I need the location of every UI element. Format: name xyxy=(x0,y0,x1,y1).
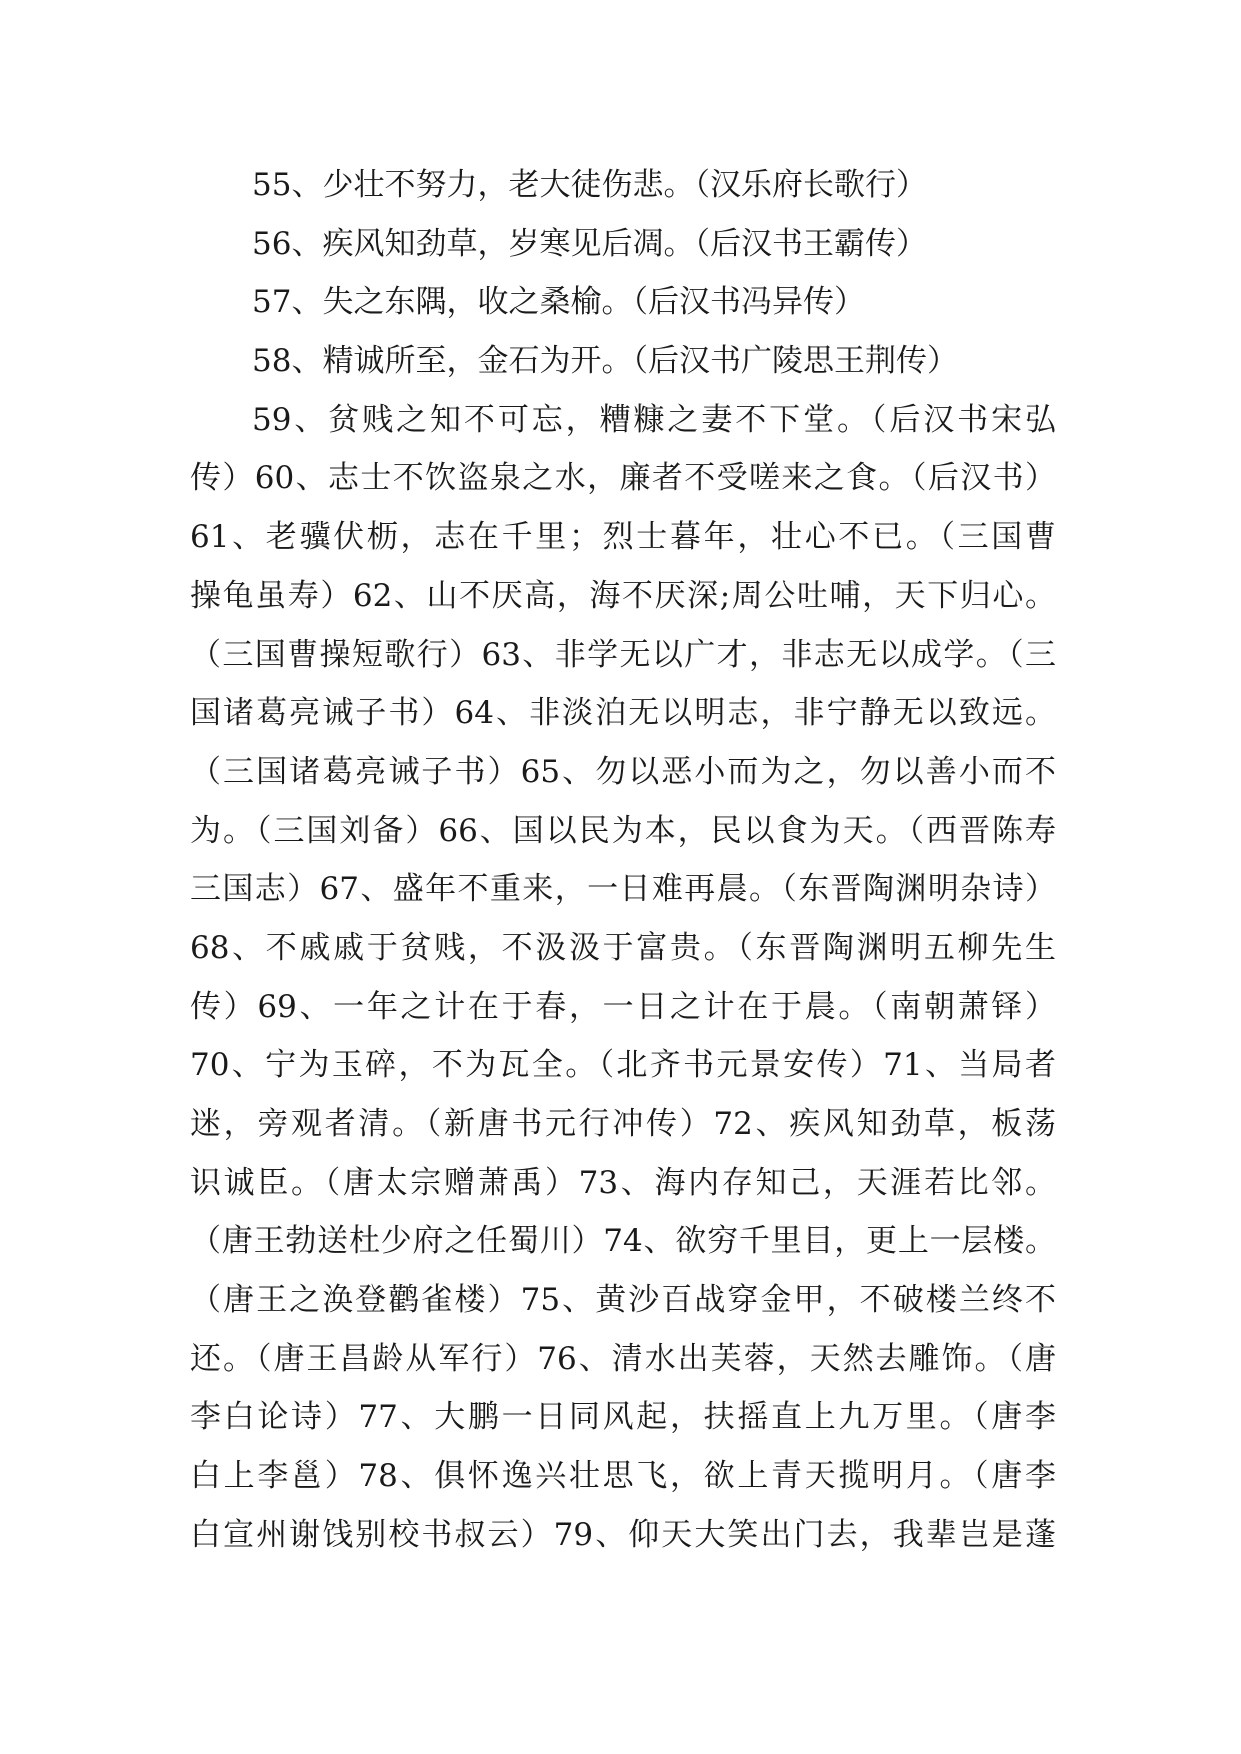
text-line: 还。（唐王昌龄从军行）76、清水出芙蓉，天然去雕饰。（唐 xyxy=(190,1340,1056,1377)
document-body xyxy=(190,156,1056,1565)
text-line: 三国志）67、盛年不重来，一日难再晨。（东晋陶渊明杂诗） xyxy=(190,871,1056,908)
text-line: 58、精诚所至，金石为开。（后汉书广陵思王荆传） xyxy=(252,343,958,380)
text-line: 操龟虽寿）62、山不厌高，海不厌深;周公吐哺，天下归心。 xyxy=(190,577,1056,614)
text-line: 57、失之东隅，收之桑榆。（后汉书冯异传） xyxy=(252,284,865,321)
text-line: 李白论诗）77、大鹏一日同风起，扶摇直上九万里。（唐李 xyxy=(190,1399,1056,1436)
text-line: 68、不戚戚于贫贱，不汲汲于富贵。（东晋陶渊明五柳先生 xyxy=(190,929,1056,966)
text-line: 为。（三国刘备）66、国以民为本，民以食为天。（西晋陈寿 xyxy=(190,812,1056,849)
text-line: 识诚臣。（唐太宗赠萧禹）73、海内存知己，天涯若比邻。 xyxy=(190,1164,1056,1201)
text-line: 白上李邕）78、俱怀逸兴壮思飞，欲上青天揽明月。（唐李 xyxy=(190,1458,1056,1495)
text-line: 55、少壮不努力，老大徒伤悲。（汉乐府长歌行） xyxy=(252,167,927,203)
text-line: 56、疾风知劲草，岁寒见后凋。（后汉书王霸传） xyxy=(252,225,927,262)
text-line: 传）60、志士不饮盗泉之水，廉者不受嗟来之食。（后汉书） xyxy=(190,460,1056,497)
text-line: （三国曹操短歌行）63、非学无以广才，非志无以成学。（三 xyxy=(190,636,1056,673)
text-line: 迷，旁观者清。（新唐书元行冲传）72、疾风知劲草，板荡 xyxy=(190,1106,1056,1142)
text-line: 传）69、一年之计在于春，一日之计在于晨。（南朝萧铎） xyxy=(190,988,1056,1025)
text-line: （三国诸葛亮诫子书）65、勿以恶小而为之，勿以善小而不 xyxy=(190,753,1056,790)
text-line: 70、宁为玉碎，不为瓦全。（北齐书元景安传）71、当局者 xyxy=(190,1047,1056,1084)
text-line: 国诸葛亮诫子书）64、非淡泊无以明志，非宁静无以致远。 xyxy=(190,695,1056,732)
text-line: 61、老骥伏枥，志在千里；烈士暮年，壮心不已。（三国曹 xyxy=(190,519,1056,556)
text-line: 59、贫贱之知不可忘，糟糠之妻不下堂。（后汉书宋弘 xyxy=(252,401,1056,438)
text-line: （唐王之涣登鹳雀楼）75、黄沙百战穿金甲，不破楼兰终不 xyxy=(190,1282,1056,1319)
text-line: 白宣州谢饯别校书叔云）79、仰天大笑出门去，我辈岂是蓬 xyxy=(190,1516,1056,1553)
text-line: （唐王勃送杜少府之任蜀川）74、欲穷千里目，更上一层楼。 xyxy=(190,1223,1056,1260)
